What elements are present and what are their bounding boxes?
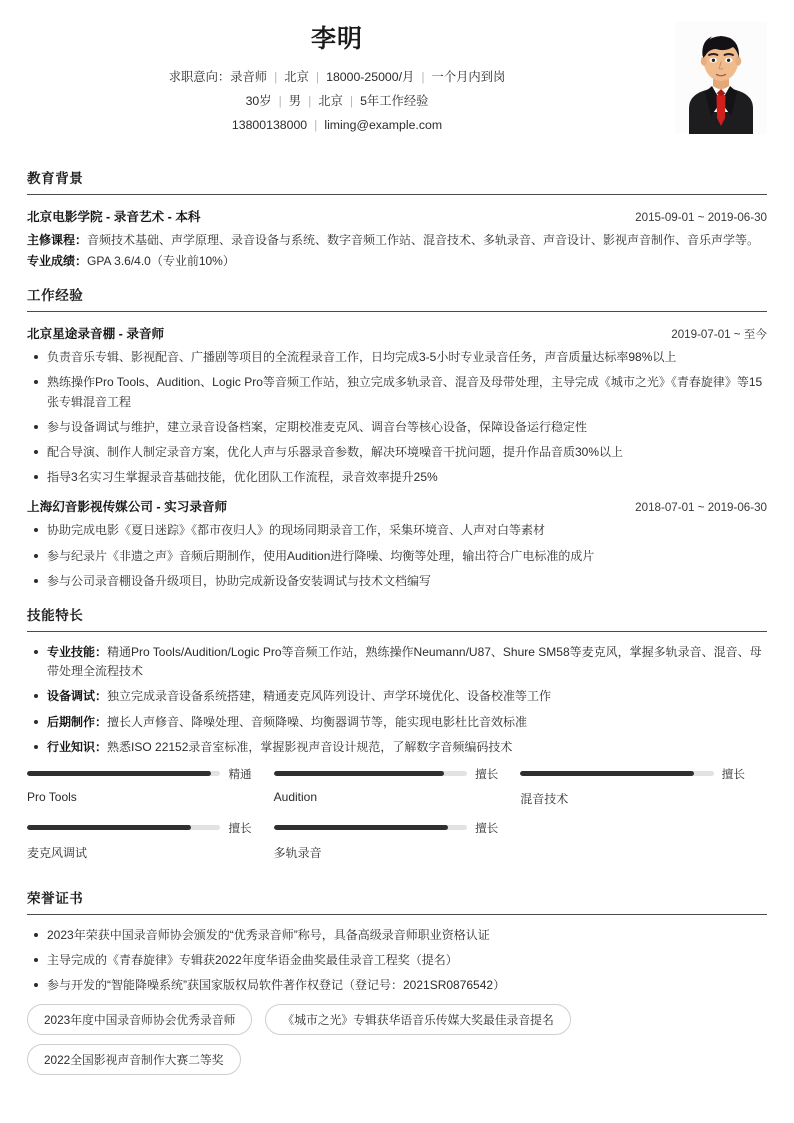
skill-track <box>27 771 220 776</box>
skill-bar-grid <box>27 766 767 874</box>
separator-icon: | <box>314 118 318 133</box>
list-item: 熟练操作Pro Tools、Audition、Logic Pro等音频工作站，独立完成多轨录音、混音及母带处理，主导完成《城市之光》《青春旋律》等15张专辑混音工程 <box>27 373 767 411</box>
work-bullet-list <box>27 521 767 591</box>
list-item <box>27 738 767 757</box>
section-education <box>27 167 767 271</box>
honor-tag[interactable]: 《城市之光》专辑获华语音乐传媒大奖最佳录音提名 <box>265 1004 570 1035</box>
skill-fill <box>27 825 191 830</box>
skill-label: 设备调试： <box>47 689 108 704</box>
job-intent-role: 录音师 <box>230 70 268 85</box>
personal-experience: 5年工作经验 <box>360 94 429 109</box>
skill-fill <box>274 825 448 830</box>
work-date-range: 2018-07-01 ~ 2019-06-30 <box>635 501 767 515</box>
skill-label: 后期制作： <box>47 714 108 729</box>
list-item: 参与公司录音棚设备升级项目，协助完成新设备安装调试与技术文档编写 <box>27 572 767 591</box>
list-item <box>27 713 767 732</box>
section-skills <box>27 604 767 874</box>
personal-info-line <box>27 92 647 111</box>
skill-name-label: Pro Tools <box>27 789 77 804</box>
work-entry <box>27 323 767 487</box>
page-title: 李明 <box>310 25 363 53</box>
list-item: 指导3名实习生掌握录音基础技能，优化团队工作流程，录音效率提升25% <box>27 468 767 487</box>
education-gpa <box>27 252 767 271</box>
work-bullet-list <box>27 348 767 487</box>
personal-age: 30岁 <box>245 94 272 109</box>
skill-name-label: 麦克风调试 <box>27 845 88 860</box>
education-gpa-value: GPA 3.6/4.0（专业前10%） <box>87 253 235 268</box>
honor-tag-list <box>27 1004 767 1075</box>
personal-gender: 男 <box>288 94 302 109</box>
skill-bar-item <box>274 766 521 807</box>
education-date-range: 2015-09-01 ~ 2019-06-30 <box>635 211 767 225</box>
work-entry-head <box>27 496 767 515</box>
list-item: 主导完成的《青春旋律》专辑获2022年度华语金曲奖最佳录音工程奖（提名） <box>27 951 767 970</box>
work-company-role: 北京星途录音棚 - 录音师 <box>27 327 165 342</box>
skill-bar-spacer <box>520 820 767 861</box>
education-courses <box>27 231 767 250</box>
section-divider <box>27 631 767 632</box>
honor-tag[interactable]: 2022全国影视声音制作大赛二等奖 <box>27 1044 241 1075</box>
list-item <box>27 643 767 681</box>
section-work-experience <box>27 284 767 591</box>
skill-track <box>27 825 220 830</box>
education-school-major: 北京电影学院 - 录音艺术 - 本科 <box>27 210 201 225</box>
section-title-work: 工作经验 <box>27 288 84 304</box>
skill-bar-row <box>274 766 499 782</box>
skill-label: 专业技能： <box>47 644 108 659</box>
work-company-role: 上海幻音影视传媒公司 - 实习录音师 <box>27 500 228 515</box>
contact-phone[interactable]: 13800138000 <box>231 118 308 133</box>
separator-icon: | <box>274 70 278 85</box>
skill-level-label: 擅长 <box>475 821 499 835</box>
skill-track <box>520 771 713 776</box>
skill-bar-row <box>27 820 252 836</box>
section-title-honors: 荣誉证书 <box>27 890 84 906</box>
skill-bar-item <box>520 766 767 807</box>
separator-icon: | <box>308 94 312 109</box>
job-intent-city: 北京 <box>284 70 309 85</box>
separator-icon: | <box>315 70 320 85</box>
skill-name-label: Audition <box>273 789 318 804</box>
education-courses-label: 主修课程： <box>27 233 88 248</box>
education-entry <box>27 206 767 271</box>
section-divider <box>27 311 767 312</box>
skill-text: 熟悉ISO 22152录音室标准，掌握影视声音设计规范，了解数字音频编码技术 <box>107 739 513 754</box>
separator-icon: | <box>278 94 282 109</box>
list-item <box>27 687 767 706</box>
skill-text: 独立完成录音设备系统搭建，精通麦克风阵列设计、声学环境优化、设备校准等工作 <box>107 689 552 704</box>
education-gpa-label: 专业成绩： <box>27 253 88 268</box>
skill-bar-row <box>274 820 499 836</box>
skill-label: 行业知识： <box>47 739 108 754</box>
job-intent-label: 求职意向： <box>168 70 231 85</box>
skill-name-label: 多轨录音 <box>273 845 322 860</box>
section-divider <box>27 914 767 915</box>
skill-level-label: 精通 <box>228 767 252 781</box>
skill-bar-item <box>274 820 521 861</box>
contact-info-line <box>27 116 647 135</box>
skill-text: 精通Pro Tools/Audition/Logic Pro等音频工作站，熟练操作Neumann/U87、Shure SM58等麦克风，掌握多轨录音、混音、母带处理全流程技术 <box>47 644 762 679</box>
list-item: 参与设备调试与维护，建立录音设备档案，定期校准麦克风、调音台等核心设备，保障设备运行稳定性 <box>27 418 767 437</box>
section-divider <box>27 194 767 195</box>
resume-header <box>27 16 767 154</box>
honor-tag[interactable]: 2023年度中国录音师协会优秀录音师 <box>27 1004 252 1035</box>
skill-bar-item <box>27 820 274 861</box>
skill-level-label: 擅长 <box>228 821 252 835</box>
skill-level-label: 擅长 <box>475 767 499 781</box>
education-entry-head <box>27 206 767 225</box>
skill-track <box>274 771 467 776</box>
separator-icon: | <box>421 70 425 85</box>
education-courses-value: 音频技术基础、声学原理、录音设备与系统、数字音频工作站、混音技术、多轨录音、声音设计、影视声音制作、音乐声学等。 <box>87 233 760 248</box>
job-intent-salary: 18000-25000/月 <box>326 70 415 85</box>
honors-bullet-list <box>27 926 767 996</box>
header-center-block <box>27 24 767 135</box>
separator-icon: | <box>349 94 354 109</box>
list-item: 2023年荣获中国录音师协会颁发的“优秀录音师”称号，具备高级录音师职业资格认证 <box>27 926 767 945</box>
skill-track <box>274 825 467 830</box>
skill-bar-row <box>520 766 745 782</box>
skill-text: 擅长人声修音、降噪处理、音频降噪、均衡器调节等，能实现电影杜比音效标准 <box>107 714 528 729</box>
work-date-range: 2019-07-01 ~ 至今 <box>671 328 767 342</box>
avatar <box>675 22 767 134</box>
list-item: 参与开发的“智能降噪系统”获国家版权局软件著作权登记（登记号：2021SR0876542） <box>27 976 767 995</box>
section-title-education: 教育背景 <box>27 171 84 187</box>
skill-fill <box>274 771 444 776</box>
avatar-portrait-icon <box>675 22 767 134</box>
contact-email[interactable]: liming@example.com <box>324 118 443 133</box>
section-honors <box>27 887 767 1076</box>
work-entry <box>27 496 767 591</box>
skill-fill <box>27 771 211 776</box>
skills-bullet-list <box>27 643 767 757</box>
skill-bar-item <box>27 766 274 807</box>
job-intent-line <box>27 68 647 87</box>
list-item: 参与纪录片《非遗之声》音频后期制作，使用Audition进行降噪、均衡等处理，输出符合广电标准的成片 <box>27 547 767 566</box>
skill-fill <box>520 771 694 776</box>
job-intent-availability: 一个月内到岗 <box>431 70 506 85</box>
section-title-skills: 技能特长 <box>27 607 84 623</box>
list-item: 配合导演、制作人制定录音方案，优化人声与乐器录音参数，解决环境噪音干扰问题，提升作品音质30%以上 <box>27 443 767 462</box>
list-item: 负责音乐专辑、影视配音、广播剧等项目的全流程录音工作，日均完成3-5小时专业录音任务，声音质量达标率98%以上 <box>27 348 767 367</box>
skill-level-label: 擅长 <box>721 767 745 781</box>
skill-bar-row <box>27 766 252 782</box>
list-item: 协助完成电影《夏日迷踪》《都市夜归人》的现场同期录音工作，采集环境音、人声对白等素材 <box>27 521 767 540</box>
work-entry-head <box>27 323 767 342</box>
personal-city: 北京 <box>318 94 343 109</box>
skill-name-label: 混音技术 <box>520 791 569 806</box>
